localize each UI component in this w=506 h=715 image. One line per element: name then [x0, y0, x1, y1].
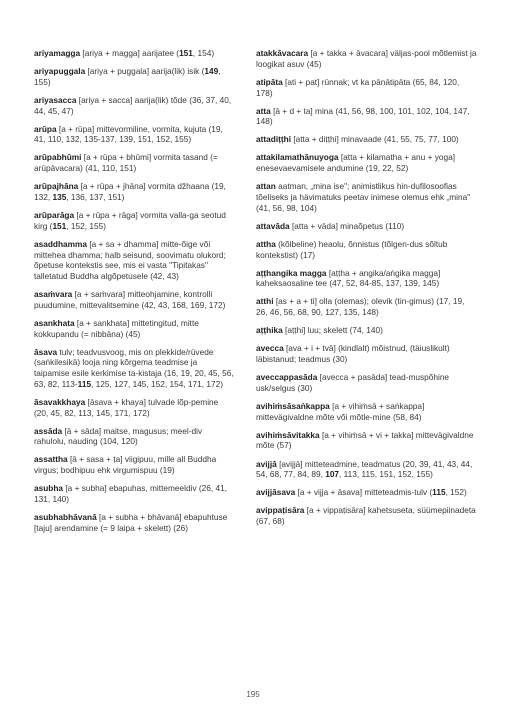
glossary-entry — [256, 487, 478, 498]
entry-pages: , 152, 155) — [66, 220, 106, 231]
entry-headword: asaddhamma — [34, 238, 88, 249]
glossary-entry — [256, 48, 478, 69]
glossary-entry — [34, 48, 234, 59]
entry-definition: aatman, „mina ise"; animistlikus hin-duﬁlosooﬁas tõeliseks ja hävimatuks peetav inimese olemus ehk „mina" (41, 56, 98, 104) — [256, 181, 471, 213]
entry-headword: avijjā — [256, 458, 277, 469]
entry-definition: [a + sa + dhamma] mitte-õige või mittehea dhamma; halb seisund, soovimatu olukord; õpetuse kontekstis see, mis ei vasta "Tipitakas" talletatud Buddha algõpetusele (42, 43) — [34, 238, 226, 281]
entry-definition: [as + a + ti] olla (olemas); olevik (tin-gimus) (17, 19, 26, 46, 56, 68, 90, 127, 135, 148) — [256, 296, 465, 318]
entry-headword: atakkāvacara — [256, 48, 309, 58]
glossary-entry — [256, 134, 478, 145]
glossary-entry — [256, 430, 478, 451]
entry-bold-page: 107 — [325, 469, 340, 480]
glossary-entry — [34, 426, 234, 447]
entry-headword: assāda — [34, 425, 63, 436]
glossary-entry — [34, 454, 234, 475]
entry-headword: aṭṭhika — [256, 325, 283, 336]
glossary-entry — [34, 318, 234, 339]
entry-definition: [a + takka + āvacara] väljas-pool mõtlemist ja loogikat asuv (45) — [256, 48, 477, 69]
entry-headword: āsavakkhaya — [34, 396, 86, 407]
entry-definition: [ā + sāda] maitse, magusus; meel-div rahulolu, nauding (104, 120) — [34, 425, 203, 447]
entry-headword: aṭṭhangika magga — [256, 267, 327, 278]
entry-definition: [a + vijja + āsava] mitteteadmis-tulv ( — [295, 487, 433, 498]
entry-definition: tulv; teadvusvoog, mis on plekkide/rüvede (saṅkilesikā) looja ning kõrgema teadmise ja taipamise esile kerkimise ta-kistaja (16, 19, 20, 45, 56, 63, 82, 113- — [34, 346, 234, 389]
entry-pages: , 113, 115, 151, 152, 155) — [339, 469, 433, 480]
entry-definition: [ava + i + tvā] (kindlalt) mõistnud, (täiuslikult) läbistanud; teadmus (30) — [256, 343, 450, 365]
glossary-entry — [256, 152, 478, 173]
glossary-entry — [256, 221, 478, 232]
glossary-entry — [256, 372, 478, 393]
glossary-entry — [34, 181, 234, 202]
entry-definition: [atta + kilamatha + anu + yoga] enesevaevamisele andumine (19, 22, 52) — [256, 152, 456, 174]
entry-headword: assattha — [34, 454, 68, 465]
glossary-entry — [256, 296, 478, 317]
entry-headword: avijjāsava — [256, 487, 296, 498]
glossary-entry — [256, 106, 478, 127]
entry-headword: atta — [256, 105, 271, 116]
entry-definition: [āsava + khaya] tulvade lõp-pemine (20, 45, 82, 113, 145, 171, 172) — [34, 396, 219, 418]
entry-headword: ariyasacca — [34, 94, 77, 105]
entry-headword: asubhabhāvanā — [34, 512, 97, 523]
entry-definition: [a + rūpa + rāga] vormita valla-ga seotud kirg ( — [34, 210, 226, 231]
entry-headword: avippaṭisāra — [256, 505, 305, 516]
entry-headword: attakilamathānuyoga — [256, 152, 339, 163]
entry-headword: attan — [256, 181, 276, 192]
glossary-entry — [34, 66, 234, 87]
entry-definition: [a + sankhata] mittetingitud, mitte kokkupandu (= nibbāna) (45) — [34, 317, 199, 339]
entry-headword: arūparāga — [34, 210, 75, 221]
entry-definition: [aṭṭha + angika/aṅgika magga] kaheksaosaline tee (47, 52, 84-85, 137, 139, 145) — [256, 267, 441, 289]
entry-definition: [a + rūpa] mittevormiline, vormita, kujuta (19, 41, 110, 132, 135-137, 139, 151, 152, 155) — [34, 123, 223, 145]
entry-definition: [ariya + magga] aarijatee ( — [80, 48, 180, 58]
entry-headword: āsava — [34, 346, 58, 357]
glossary-entry — [34, 152, 234, 173]
entry-definition: [avijjā] mitteteadmine, teadmatus (20, 39, 41, 43, 44, 54, 68, 77, 84, 89, — [256, 458, 473, 480]
entry-headword: attavāda — [256, 220, 290, 231]
glossary-entry — [34, 95, 234, 116]
entry-headword: arūpa — [34, 123, 57, 134]
glossary-entry — [256, 343, 478, 364]
entry-definition: [ariya + sacca] aarija(lik) tõde (36, 37, 40, 44, 45, 47) — [34, 94, 232, 116]
entry-definition: [aṭṭhi] luu; skelett (74, 140) — [282, 325, 383, 336]
glossary-entry — [256, 181, 478, 213]
entry-pages: , 136, 137, 151) — [66, 191, 125, 202]
entry-definition: [a + subha] ebapuhas, mittemeeldiv (26, 41, 131, 140) — [34, 483, 228, 504]
right-column — [256, 48, 478, 534]
entry-definition: [a + rūpa + bhūmi] vormita tasand (= arūpāvacara) (41, 110, 151) — [34, 152, 218, 174]
entry-headword: arūpajhāna — [34, 181, 79, 192]
entry-definition: [a + vihiṁsā + vi + takka] mittevägivaldne mõte (57) — [256, 429, 474, 451]
glossary-entry — [34, 397, 234, 418]
entry-headword: avihiṁsāsaṅkappa — [256, 400, 330, 411]
entry-definition: [ati + pat] rünnak; vt ka pāṇātipāta (65, 84, 120, 178) — [256, 76, 460, 98]
entry-bold-page: 151 — [179, 48, 193, 58]
glossary-entry — [34, 239, 234, 282]
glossary-entry — [34, 289, 234, 310]
entry-definition: (kõlbeline) heaolu, õnnistus (tõlgen-dus sõltub kontekstist) (17) — [256, 238, 448, 260]
glossary-entry — [256, 239, 478, 260]
entry-headword: avihiṁsāvitakka — [256, 429, 320, 440]
entry-headword: ariyapuggala — [34, 66, 86, 77]
entry-pages: , 155) — [34, 66, 221, 87]
entry-definition: [ariya + puggala] aarija(lik) isik ( — [85, 66, 205, 77]
entry-headword: asubha — [34, 483, 64, 494]
entry-bold-page: 151 — [52, 220, 67, 231]
entry-pages: , 125, 127, 145, 152, 154, 171, 172) — [91, 378, 223, 389]
entry-definition: [a + subha + bhāvanā] ebapuhtuse [taju] arendamine (= 9 laipa + skelett) (26) — [34, 512, 228, 533]
entry-definition: [atta + vāda] minaõpetus (110) — [289, 220, 405, 231]
entry-bold-page: 115 — [432, 487, 446, 498]
glossary-entry — [256, 77, 478, 98]
entry-pages: , 152) — [445, 487, 467, 498]
entry-definition: [a + vihiṁsā + saṅkappa] mittevägivaldne mõte või mõtle-mine (58, 84) — [256, 400, 425, 422]
page-number: 195 — [246, 690, 260, 699]
entry-definition: [avecca + pasāda] tead-muspõhine usk/selgus (30) — [256, 372, 450, 393]
entry-bold-page: 115 — [77, 378, 92, 389]
entry-bold-page: 135 — [52, 191, 67, 202]
entry-headword: avecca — [256, 343, 284, 354]
entry-pages: , 154) — [192, 48, 215, 58]
glossary-entry — [256, 505, 478, 526]
left-column — [34, 48, 234, 541]
glossary-entry — [34, 483, 234, 504]
entry-definition: [atta + diṭṭhi] minavaade (41, 55, 75, 77, 100) — [291, 134, 459, 145]
entry-headword: attha — [256, 238, 276, 249]
glossary-entry — [34, 210, 234, 231]
glossary-entry — [34, 512, 234, 533]
entry-headword: asankhata — [34, 317, 75, 328]
glossary-entry — [256, 268, 478, 289]
glossary-entry — [34, 124, 234, 145]
entry-definition: [ā + d + ta] mina (41, 56, 98, 100, 101, 102, 104, 147, 148) — [256, 105, 470, 127]
entry-headword: asaṁvara — [34, 289, 73, 300]
entry-headword: ariyamagga — [34, 48, 81, 58]
entry-headword: attadiṭṭhi — [256, 134, 292, 145]
glossary-entry — [34, 347, 234, 390]
entry-definition: [a + saṁvara] mitteohjamine, kontrolli puudumine, mittevalitsemine (42, 43, 168, 169, 172) — [34, 289, 226, 310]
glossary-entry — [256, 401, 478, 422]
entry-headword: aveccappasāda — [256, 372, 318, 383]
entry-headword: arūpabhūmi — [34, 152, 82, 163]
entry-definition: [a + rūpa + jhāna] vormita džhaana (19, 132, — [34, 181, 226, 202]
glossary-entry — [256, 459, 478, 480]
glossary-entry — [256, 325, 478, 336]
entry-headword: atipāta — [256, 76, 283, 87]
entry-headword: atthi — [256, 296, 274, 307]
entry-definition: [a + vippaṭisāra] kahetsuseta, süümepiinadeta (67, 68) — [256, 505, 476, 527]
entry-bold-page: 149 — [204, 66, 219, 77]
entry-definition: [ā + sasa + ṭa] viigipuu, mille all Buddha virgus; bodhipuu ehk virgumispuu (19) — [34, 454, 217, 476]
